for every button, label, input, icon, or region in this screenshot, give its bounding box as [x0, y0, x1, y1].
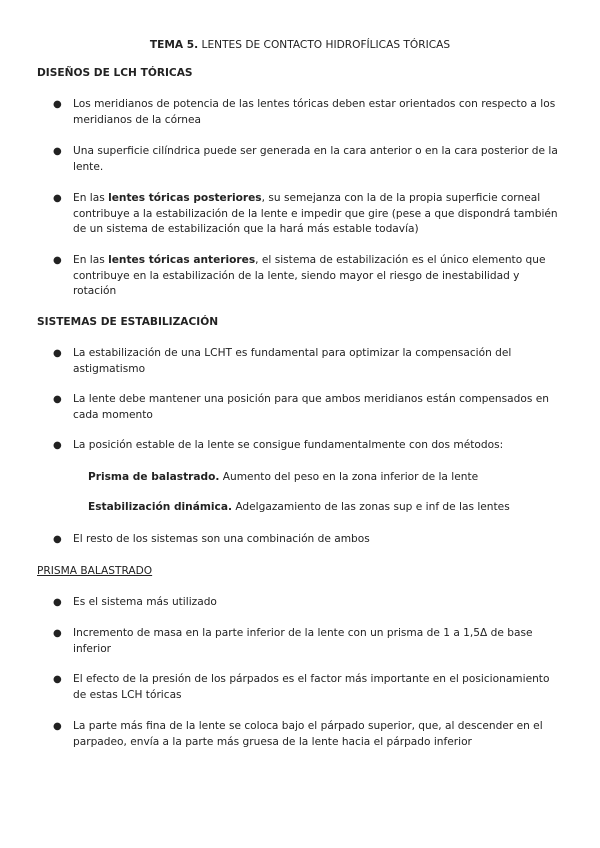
list-item-text: En las lentes tóricas posteriores, su semejanza con la de la propia superficie corneal contribuye a la estabilización de la lente e impedir que gire (pese a que dispondrá también de un sistema de estabilización que la hará más estable todavía) — [73, 192, 558, 235]
list-item-text: Es el sistema más utilizado — [73, 596, 217, 608]
list-item — [53, 719, 563, 750]
list-item — [53, 144, 563, 175]
list-item — [53, 392, 563, 423]
title-number: TEMA 5. — [149, 39, 199, 51]
bullet-icon: ● — [53, 348, 62, 359]
bullet-icon: ● — [53, 193, 62, 204]
section-heading-sistemas: SISTEMAS DE ESTABILIZACIÓN — [37, 316, 219, 328]
bullet-icon: ● — [53, 597, 62, 608]
list-item-text: La lente debe mantener una posición para que ambos meridianos están compensados en cada momento — [73, 393, 549, 421]
list-item — [53, 97, 563, 128]
subsection-heading-prisma: PRISMA BALASTRADO — [37, 565, 153, 577]
list-item — [53, 346, 563, 377]
list-item — [53, 438, 563, 454]
list-item — [53, 253, 563, 300]
list-item — [53, 626, 563, 657]
list-item-text: La estabilización de una LCHT es fundamental para optimizar la compensación del astigmatismo — [73, 347, 512, 375]
method-prisma: Prisma de balastrado. Aumento del peso en la zona inferior de la lente — [88, 471, 479, 483]
list-item-text: En las lentes tóricas anteriores, el sistema de estabilización es el único elemento que contribuye en la estabilización de la lente, siendo mayor el riesgo de inestabilidad y rotación — [73, 254, 546, 297]
list-item-text: La parte más fina de la lente se coloca bajo el párpado superior, que, al descender en el parpadeo, envía a la parte más gruesa de la lente hacia el párpado inferior — [73, 720, 543, 748]
page-title — [0, 38, 600, 54]
list-item-text: El resto de los sistemas son una combinación de ambos — [73, 533, 370, 545]
title-text: LENTES DE CONTACTO HIDROFÍLICAS TÓRICAS — [198, 39, 451, 51]
bullet-icon: ● — [53, 146, 62, 157]
bullet-icon: ● — [53, 721, 62, 732]
list-item — [53, 532, 563, 548]
bullet-icon: ● — [53, 99, 62, 110]
bullet-icon: ● — [53, 440, 62, 451]
bullet-icon: ● — [53, 255, 62, 266]
bullet-icon: ● — [53, 628, 62, 639]
list-item — [53, 191, 563, 238]
list-item — [53, 672, 563, 703]
bullet-icon: ● — [53, 394, 62, 405]
list-item-text: Incremento de masa en la parte inferior de la lente con un prisma de 1 a 1,5Δ de base inferior — [73, 627, 533, 655]
method-dinamica: Estabilización dinámica. Adelgazamiento de las zonas sup e inf de las lentes — [88, 501, 510, 513]
list-item-text: El efecto de la presión de los párpados es el factor más importante en el posicionamiento de estas LCH tóricas — [73, 673, 550, 701]
list-item-text: Los meridianos de potencia de las lentes tóricas deben estar orientados con respecto a los meridianos de la córnea — [73, 98, 556, 126]
list-item — [53, 595, 563, 611]
bullet-icon: ● — [53, 674, 62, 685]
bullet-icon: ● — [53, 534, 62, 545]
section-heading-disenos: DISEÑOS DE LCH TÓRICAS — [37, 67, 193, 79]
list-item-text: La posición estable de la lente se consigue fundamentalmente con dos métodos: — [73, 439, 504, 451]
list-item-text: Una superficie cilíndrica puede ser generada en la cara anterior o en la cara posterior de la lente. — [73, 145, 558, 173]
